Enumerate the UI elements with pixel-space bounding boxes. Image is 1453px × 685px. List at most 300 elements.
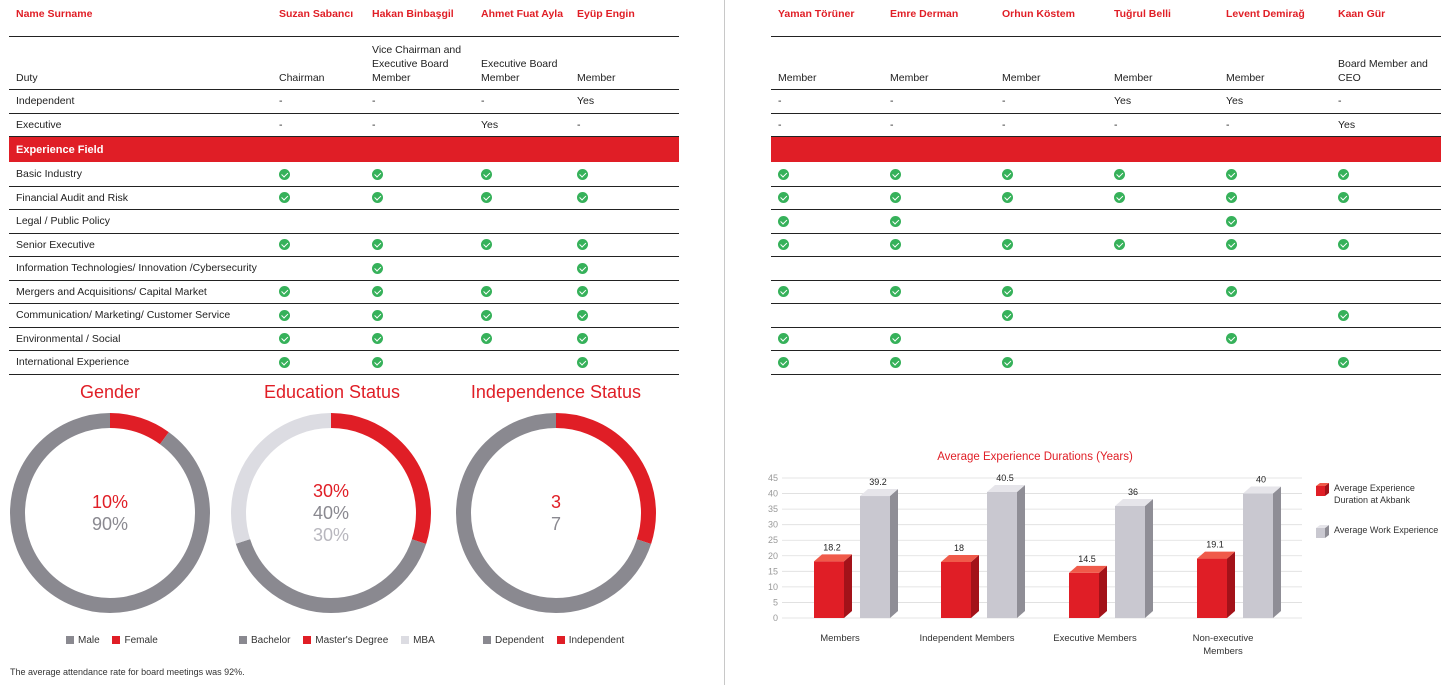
skill-label: Information Technologies/ Innovation /Cybersecurity [9, 257, 272, 281]
skill-cell [365, 280, 474, 304]
skill-cell [771, 351, 883, 375]
skill-cell [474, 210, 570, 234]
legend-cube-icon [1316, 483, 1330, 497]
gender-legend [66, 635, 168, 646]
donut-center-label: 30% [312, 525, 350, 545]
skill-cell [474, 257, 570, 281]
skill-cell [474, 351, 570, 375]
bar-value-label: 39.2 [869, 477, 887, 488]
executive-label: Executive [9, 113, 272, 137]
check-icon [577, 263, 588, 274]
independent-value: - [272, 90, 365, 114]
duty-label: Duty [9, 37, 272, 90]
skill-cell [995, 163, 1107, 187]
skill-cell [995, 351, 1107, 375]
independent-value: - [771, 90, 883, 114]
skill-cell [365, 163, 474, 187]
independence-chart-title: Independence Status [470, 382, 642, 402]
duty-value: Executive Board Member [474, 37, 570, 90]
skill-cell [570, 327, 679, 351]
check-icon [279, 333, 290, 344]
skill-cell [1219, 210, 1331, 234]
table-row [771, 351, 1441, 375]
bar-work-experience [1243, 487, 1281, 618]
member-name: Kaan Gür [1331, 0, 1441, 37]
table-row [771, 186, 1441, 210]
skill-label: Basic Industry [9, 163, 272, 187]
executive-value: Yes [474, 113, 570, 137]
check-icon [481, 310, 492, 321]
check-icon [372, 310, 383, 321]
table-row [771, 280, 1441, 304]
member-name: Orhun Köstem [995, 0, 1107, 37]
table-row [771, 163, 1441, 187]
check-icon [1338, 239, 1349, 250]
check-icon [1114, 239, 1125, 250]
skill-cell [272, 304, 365, 328]
y-tick-label: 5 [772, 597, 778, 608]
legend-swatch-female [112, 636, 120, 644]
legend-swatch-mba [401, 636, 409, 644]
member-name: Hakan Binbaşgil [365, 0, 474, 37]
duty-row [771, 37, 1441, 90]
executive-value: - [883, 113, 995, 137]
check-icon [1002, 286, 1013, 297]
legend-cube-icon [1316, 525, 1330, 539]
independence-legend [483, 635, 634, 646]
independent-value: Yes [1219, 90, 1331, 114]
skill-cell [365, 351, 474, 375]
bar-value-label: 18.2 [823, 542, 841, 553]
skill-cell [474, 163, 570, 187]
executive-value: - [1107, 113, 1219, 137]
skill-cell [771, 163, 883, 187]
check-icon [890, 333, 901, 344]
bar-value-label: 40 [1255, 474, 1267, 485]
skill-cell [1107, 163, 1219, 187]
check-icon [778, 216, 789, 227]
bar-value-label: 14.5 [1078, 553, 1096, 564]
executive-value: - [272, 113, 365, 137]
member-name: Suzan Sabancı [272, 0, 365, 37]
executive-row [9, 113, 679, 137]
bar-value-label: 36 [1127, 487, 1139, 497]
check-icon [778, 239, 789, 250]
skill-cell [995, 210, 1107, 234]
executive-value: - [771, 113, 883, 137]
check-icon [778, 192, 789, 203]
skill-cell [1331, 186, 1441, 210]
skill-cell [1331, 280, 1441, 304]
skill-cell [771, 280, 883, 304]
attendance-footnote: The average attendance rate for board meetings was 92%. [10, 667, 245, 677]
check-icon [1338, 357, 1349, 368]
skill-label: Communication/ Marketing/ Customer Service [9, 304, 272, 328]
page-divider [724, 0, 725, 685]
donut-center-label: 7 [550, 514, 562, 534]
legend-label: Average Work Experience [1334, 525, 1439, 535]
table-row [9, 304, 679, 328]
legend-dependent: Dependent [495, 635, 544, 646]
check-icon [577, 310, 588, 321]
donut-center-label: 3 [550, 492, 562, 512]
skill-cell [1107, 280, 1219, 304]
independent-value: - [1331, 90, 1441, 114]
board-skills-table-left [9, 0, 679, 375]
legend-female: Female [124, 635, 158, 646]
check-icon [481, 333, 492, 344]
skill-cell [1331, 210, 1441, 234]
check-icon [778, 333, 789, 344]
check-icon [481, 286, 492, 297]
skill-cell [1107, 210, 1219, 234]
check-icon [1226, 216, 1237, 227]
check-icon [1002, 192, 1013, 203]
skill-cell [474, 304, 570, 328]
check-icon [481, 239, 492, 250]
check-icon [372, 263, 383, 274]
duty-value: Board Member and CEO [1331, 37, 1441, 90]
y-tick-label: 45 [767, 473, 778, 483]
independent-value: - [474, 90, 570, 114]
donut-center-label: 30% [312, 481, 350, 501]
check-icon [1338, 192, 1349, 203]
table-row [9, 351, 679, 375]
check-icon [279, 169, 290, 180]
skill-cell [570, 210, 679, 234]
check-icon [778, 169, 789, 180]
member-name: Eyüp Engin [570, 0, 679, 37]
skill-cell [570, 280, 679, 304]
skill-cell [1107, 233, 1219, 257]
skill-cell [883, 186, 995, 210]
check-icon [279, 286, 290, 297]
donut-center-label: 10% [91, 492, 129, 512]
skill-cell [1219, 280, 1331, 304]
independent-value: - [995, 90, 1107, 114]
legend-masters: Master's Degree [315, 635, 389, 646]
member-name: Emre Derman [883, 0, 995, 37]
check-icon [890, 216, 901, 227]
skill-cell [995, 304, 1107, 328]
education-chart-title: Education Status [263, 382, 401, 402]
y-tick-label: 30 [767, 519, 778, 530]
check-icon [1114, 169, 1125, 180]
duty-row [9, 37, 679, 90]
skill-cell [1107, 186, 1219, 210]
skill-cell [1331, 351, 1441, 375]
y-tick-label: 25 [767, 535, 778, 546]
section-row [771, 137, 1441, 163]
legend-mba: MBA [413, 635, 435, 646]
table-row [9, 257, 679, 281]
y-tick-label: 35 [767, 504, 778, 515]
legend-swatch-masters [303, 636, 311, 644]
check-icon [1226, 192, 1237, 203]
table-row [9, 210, 679, 234]
check-icon [577, 333, 588, 344]
skill-cell [771, 186, 883, 210]
y-tick-label: 20 [767, 550, 778, 561]
table-row [9, 233, 679, 257]
board-skills-table-right [771, 0, 1441, 375]
member-name: Levent Demirağ [1219, 0, 1331, 37]
header-row [771, 0, 1441, 37]
skill-cell [365, 233, 474, 257]
check-icon [577, 239, 588, 250]
skill-cell [995, 233, 1107, 257]
executive-value: Yes [1331, 113, 1441, 137]
skill-cell [1331, 257, 1441, 281]
legend-swatch-bachelor [239, 636, 247, 644]
skill-label: Environmental / Social [9, 327, 272, 351]
legend-swatch-dependent [483, 636, 491, 644]
bar-value-label: 19.1 [1206, 539, 1224, 550]
skill-cell [570, 351, 679, 375]
skill-cell [365, 186, 474, 210]
donut-center-label: 90% [91, 514, 129, 534]
duty-value: Vice Chairman and Executive Board Member [365, 37, 474, 90]
x-category-label: Non-executive Members [1192, 633, 1254, 657]
check-icon [481, 169, 492, 180]
donut-charts [0, 400, 700, 630]
skill-cell [1331, 163, 1441, 187]
check-icon [1226, 239, 1237, 250]
skill-cell [570, 257, 679, 281]
skill-cell [1219, 351, 1331, 375]
member-name: Yaman Törüner [771, 0, 883, 37]
skill-cell [365, 257, 474, 281]
bar-value-label: 18 [953, 543, 965, 553]
check-icon [372, 169, 383, 180]
section-band [771, 137, 1441, 163]
check-icon [577, 192, 588, 203]
independent-label: Independent [9, 90, 272, 114]
check-icon [890, 169, 901, 180]
bar-akbank-duration [1069, 566, 1107, 618]
table-row [9, 163, 679, 187]
bar-akbank-duration [941, 555, 979, 618]
skill-label: International Experience [9, 351, 272, 375]
y-tick-label: 10 [767, 581, 778, 592]
duty-value: Member [570, 37, 679, 90]
bar-akbank-duration [814, 554, 852, 618]
independent-value: Yes [1107, 90, 1219, 114]
education-legend [239, 635, 445, 646]
legend-swatch-independent [557, 636, 565, 644]
executive-value: - [1219, 113, 1331, 137]
check-icon [372, 333, 383, 344]
section-heading: Experience Field [9, 137, 679, 163]
check-icon [481, 192, 492, 203]
check-icon [778, 357, 789, 368]
y-tick-label: 40 [767, 488, 778, 499]
skill-cell [272, 327, 365, 351]
check-icon [279, 192, 290, 203]
duty-value: Member [1219, 37, 1331, 90]
table-row [771, 257, 1441, 281]
check-icon [1114, 192, 1125, 203]
check-icon [778, 286, 789, 297]
donut-slice-male [18, 421, 203, 606]
skill-cell [1331, 327, 1441, 351]
skill-cell [883, 280, 995, 304]
check-icon [1002, 357, 1013, 368]
check-icon [577, 169, 588, 180]
y-tick-label: 0 [772, 613, 778, 623]
bar-chart-title: Average Experience Durations (Years) [937, 451, 1133, 463]
executive-value: - [995, 113, 1107, 137]
skill-cell [883, 163, 995, 187]
skill-cell [570, 233, 679, 257]
skill-cell [883, 327, 995, 351]
skill-cell [570, 304, 679, 328]
skill-cell [1107, 327, 1219, 351]
skill-cell [1107, 257, 1219, 281]
independent-value: Yes [570, 90, 679, 114]
skill-cell [272, 210, 365, 234]
skill-cell [474, 186, 570, 210]
skill-cell [1219, 257, 1331, 281]
skill-cell [995, 327, 1107, 351]
check-icon [372, 239, 383, 250]
check-icon [890, 286, 901, 297]
check-icon [279, 357, 290, 368]
skill-label: Legal / Public Policy [9, 210, 272, 234]
independent-row [9, 90, 679, 114]
skill-cell [771, 257, 883, 281]
skill-cell [570, 163, 679, 187]
check-icon [1226, 169, 1237, 180]
member-name: Tuğrul Belli [1107, 0, 1219, 37]
skill-cell [365, 304, 474, 328]
x-category-label: Executive Members [1053, 633, 1137, 644]
x-category-label: Members [820, 633, 860, 644]
table-row [771, 304, 1441, 328]
table-row [771, 210, 1441, 234]
skill-cell [1219, 186, 1331, 210]
check-icon [1338, 169, 1349, 180]
bar-value-label: 40.5 [996, 473, 1014, 483]
executive-value: - [570, 113, 679, 137]
x-category-label: Independent Members [919, 633, 1015, 644]
skill-cell [570, 186, 679, 210]
check-icon [279, 239, 290, 250]
skill-cell [1219, 233, 1331, 257]
check-icon [1226, 333, 1237, 344]
check-icon [890, 357, 901, 368]
skill-cell [272, 186, 365, 210]
legend-bachelor: Bachelor [251, 635, 291, 646]
table-row [9, 327, 679, 351]
duty-value: Member [1107, 37, 1219, 90]
member-name: Ahmet Fuat Ayla [474, 0, 570, 37]
header-row [9, 0, 679, 37]
skill-label: Financial Audit and Risk [9, 186, 272, 210]
executive-value: - [365, 113, 474, 137]
independent-value: - [883, 90, 995, 114]
skill-cell [272, 257, 365, 281]
check-icon [890, 239, 901, 250]
legend-label: Average Experience Duration at Akbank [1334, 483, 1415, 505]
check-icon [1002, 169, 1013, 180]
skill-cell [272, 163, 365, 187]
skill-cell [272, 351, 365, 375]
y-tick-label: 15 [767, 566, 778, 577]
skill-cell [1331, 233, 1441, 257]
skill-cell [474, 327, 570, 351]
check-icon [372, 192, 383, 203]
skill-cell [365, 210, 474, 234]
check-icon [1002, 239, 1013, 250]
table-row [771, 233, 1441, 257]
skill-cell [995, 280, 1107, 304]
skill-cell [272, 280, 365, 304]
independent-row [771, 90, 1441, 114]
check-icon [577, 286, 588, 297]
table-row [771, 327, 1441, 351]
check-icon [577, 357, 588, 368]
skill-cell [771, 304, 883, 328]
check-icon [890, 192, 901, 203]
bar-akbank-duration [1197, 552, 1235, 618]
table-row [9, 280, 679, 304]
skill-cell [883, 304, 995, 328]
duty-value: Member [771, 37, 883, 90]
skill-cell [995, 186, 1107, 210]
skill-cell [883, 210, 995, 234]
check-icon [372, 357, 383, 368]
skill-cell [1219, 327, 1331, 351]
bar-work-experience [860, 489, 898, 618]
check-icon [1002, 310, 1013, 321]
skill-label: Senior Executive [9, 233, 272, 257]
skill-cell [1219, 163, 1331, 187]
executive-row [771, 113, 1441, 137]
section-row [9, 137, 679, 163]
skill-cell [883, 351, 995, 375]
skill-cell [771, 233, 883, 257]
legend-swatch-male [66, 636, 74, 644]
check-icon [1226, 286, 1237, 297]
skill-cell [771, 327, 883, 351]
check-icon [372, 286, 383, 297]
gender-chart-title: Gender [79, 382, 141, 402]
donut-center-label: 40% [312, 503, 350, 523]
check-icon [1338, 310, 1349, 321]
duty-value: Member [883, 37, 995, 90]
skill-cell [883, 257, 995, 281]
name-surname-header: Name Surname [9, 0, 272, 37]
skill-cell [1219, 304, 1331, 328]
skill-label: Mergers and Acquisitions/ Capital Market [9, 280, 272, 304]
skill-cell [365, 327, 474, 351]
skill-cell [1107, 351, 1219, 375]
legend-independent: Independent [568, 635, 625, 646]
skill-cell [1331, 304, 1441, 328]
skill-cell [1107, 304, 1219, 328]
skill-cell [474, 233, 570, 257]
table-row [9, 186, 679, 210]
bar-work-experience [1115, 499, 1153, 618]
skill-cell [474, 280, 570, 304]
duty-value: Chairman [272, 37, 365, 90]
check-icon [279, 310, 290, 321]
skill-cell [883, 233, 995, 257]
skill-cell [995, 257, 1107, 281]
legend-male: Male [78, 635, 100, 646]
bar-work-experience [987, 485, 1025, 618]
